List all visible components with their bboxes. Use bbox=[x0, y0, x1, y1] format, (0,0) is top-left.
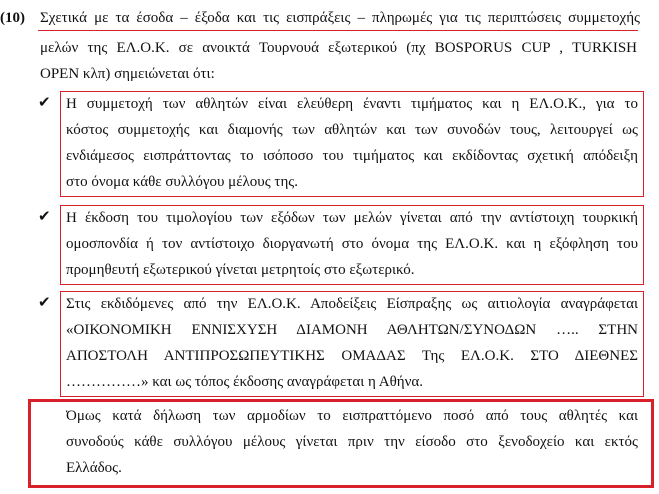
bullet-line: ΑΠΟΣΤΟΛΗ ΑΝΤΙΠΡΟΣΩΠΕΥΤΙΚΗΣ ΟΜΑΔΑΣ Της ΕΛ.Ο.Κ. ΣΤΟ ΔΙΕΘΝΕΣ bbox=[66, 348, 638, 364]
bullet-line: «ΟΙΚΟΝΟΜΙΚΗ ΕΝΝΙΣΧΥΣΗ ΔΙΑΜΟΝΗ ΑΘΛΗΤΩΝ/ΣΥΝΟΔΩΝ ….. ΣΤΗΝ bbox=[66, 322, 638, 338]
bullet-line: ενδιάμεσος εισπράττοντας το ισόποσο του τιμήματος και εκδίδοντας σχετική απόδειξη bbox=[66, 148, 638, 164]
bullet-line: Η συμμετοχή των αθλητών είναι ελεύθερη έναντι τιμήματος και η ΕΛ.Ο.Κ., για το bbox=[66, 96, 638, 112]
bullet-line: Στις εκδιδόμενες από την ΕΛ.Ο.Κ. Αποδείξεις Είσπραξης ως αιτιολογία αναγράφεται bbox=[66, 296, 638, 312]
note-line: συνοδούς κάθε συλλόγου μέλους γίνεται πριν την είσοδο στο ξενοδοχείο και εκτός bbox=[66, 434, 638, 450]
note-line: Όμως κατά δήλωση των αρμοδίων το εισπραττόμενο ποσό από τους αθλητές και bbox=[66, 408, 638, 424]
bullet-line: προμηθευτή εξωτερικού γίνεται μετρητοίς στο εξωτερικό. bbox=[66, 262, 415, 278]
intro-line: OPEN κλπ) σημειώνεται ότι: bbox=[40, 66, 215, 82]
bullet-line: Η έκδοση του τιμολογίου των εξόδων των μελών γίνεται από την αντίστοιχη τουρκική bbox=[66, 210, 638, 226]
checkmark-icon: ✔ bbox=[38, 93, 51, 111]
intro-line: Σχετικά με τα έσοδα – έξοδα και τις εισπράξεις – πληρωμές για τις περιπτώσεις συμμετοχής bbox=[40, 10, 640, 26]
intro-highlight-underline bbox=[38, 30, 638, 31]
checkmark-icon: ✔ bbox=[38, 293, 51, 311]
bullet-line: κόστος συμμετοχής και διαμονής των αθλητών και των συνοδών τους, λειτουργεί ως bbox=[66, 122, 638, 138]
note-line: Ελλάδος. bbox=[66, 460, 122, 476]
bullet-line: ……………» και ως τόπος έκδοσης αναγράφεται η Αθήνα. bbox=[66, 374, 424, 390]
bullet-line: ομοσπονδία ή τον αντίστοιχο διοργανωτή στο όνομα της ΕΛ.Ο.Κ. και η εξόφληση του bbox=[66, 236, 638, 252]
item-number: (10) bbox=[0, 10, 25, 26]
bullet-line: στο όνομα κάθε συλλόγου μέλους της. bbox=[66, 174, 298, 190]
intro-line: μελών της ΕΛ.Ο.Κ. σε ανοικτά Τουρνουά εξωτερικού (πχ BOSPORUS CUP , TURKISH bbox=[40, 40, 637, 56]
checkmark-icon: ✔ bbox=[38, 207, 51, 225]
